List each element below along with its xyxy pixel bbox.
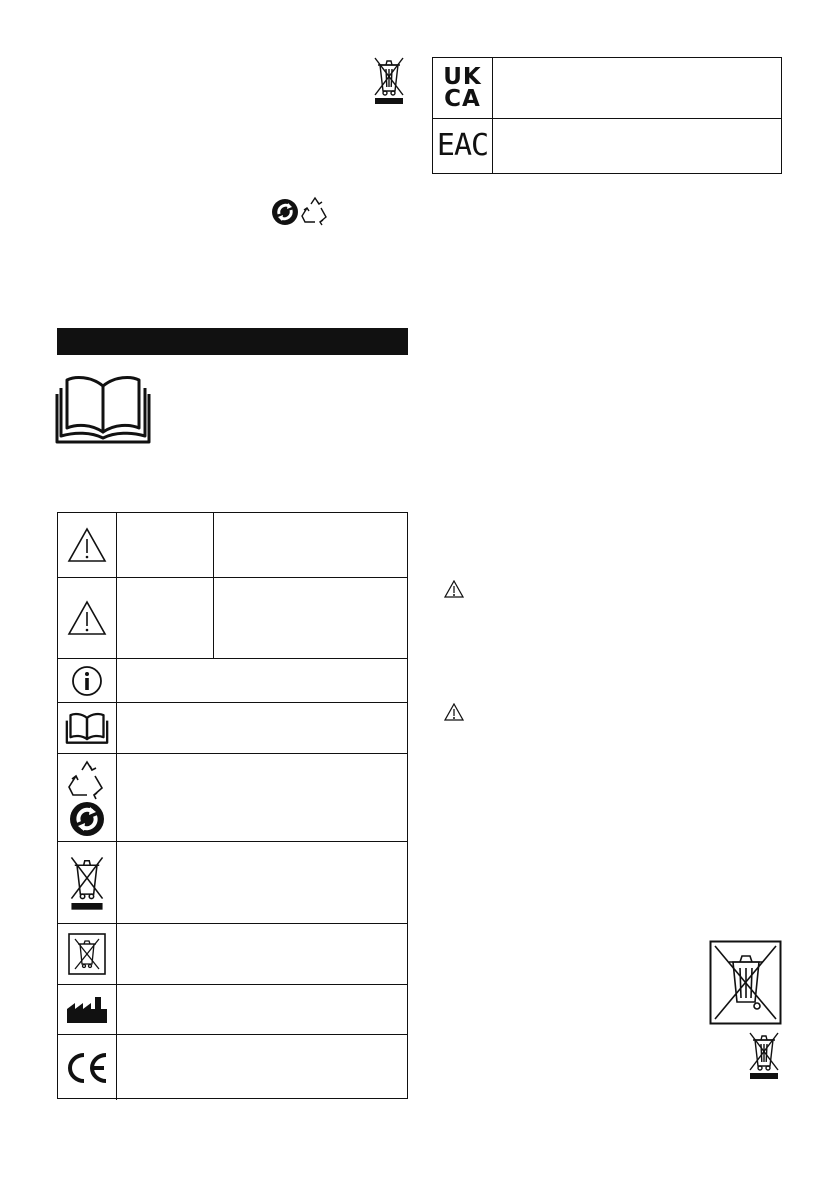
table-row <box>58 513 407 578</box>
crossed-bin-icon <box>371 55 407 107</box>
recycle-icon <box>300 196 330 226</box>
table-row <box>58 924 407 985</box>
ce-mark-icon <box>64 1051 110 1085</box>
section-header-bar <box>57 328 408 355</box>
crossed-bin-icon <box>67 853 107 913</box>
recycle-green-dot-icon <box>65 758 109 838</box>
table-row <box>58 703 407 754</box>
framed-crossed-bin-icon <box>709 940 782 1025</box>
table-row <box>58 754 407 842</box>
eac-mark-text: EAC <box>436 128 489 163</box>
warning-triangle-icon <box>67 600 107 636</box>
table-icon-cell <box>58 659 117 702</box>
framed-crossed-bin-icon <box>67 932 107 976</box>
table-row <box>58 1035 407 1100</box>
table-icon-cell <box>58 924 117 984</box>
warning-triangle-icon <box>444 703 464 721</box>
table-icon-cell <box>58 513 117 577</box>
green-dot-icon <box>271 198 299 226</box>
warning-triangle-icon <box>444 580 464 598</box>
eac-mark-icon <box>433 119 493 173</box>
crossed-bin-icon <box>746 1030 782 1082</box>
table-label-cell <box>117 513 214 577</box>
table-row <box>58 578 407 659</box>
table-icon-cell <box>58 754 117 841</box>
ukca-mark-icon <box>433 58 493 118</box>
table-row <box>433 119 781 173</box>
warning-triangle-icon <box>67 527 107 563</box>
table-row <box>58 842 407 924</box>
table-icon-cell <box>58 985 117 1034</box>
open-book-icon <box>65 711 109 745</box>
table-icon-cell <box>58 842 117 923</box>
ukca-line-1: UK <box>443 64 482 90</box>
conformity-mark-table <box>432 57 782 174</box>
ukca-line-2: CA <box>444 86 481 112</box>
table-row <box>433 58 781 119</box>
info-icon <box>71 665 103 697</box>
table-icon-cell <box>58 578 117 658</box>
table-row <box>58 985 407 1035</box>
table-label-cell <box>117 578 214 658</box>
table-icon-cell <box>58 703 117 753</box>
table-icon-cell <box>58 1035 117 1100</box>
open-book-icon <box>55 372 151 444</box>
manufacturer-factory-icon <box>65 995 109 1025</box>
table-row <box>58 659 407 703</box>
symbol-table <box>57 512 408 1099</box>
